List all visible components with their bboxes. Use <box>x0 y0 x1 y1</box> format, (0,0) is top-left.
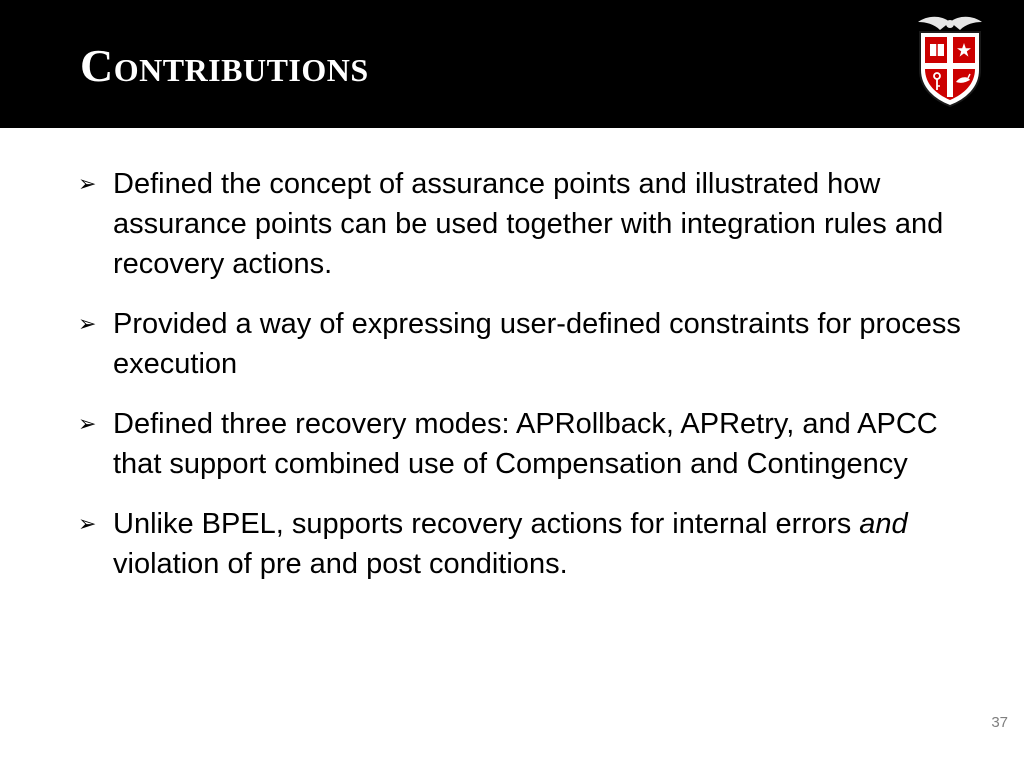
list-item <box>78 164 968 284</box>
bullet-text <box>113 508 908 580</box>
list-item <box>78 404 968 484</box>
bullet-text: Defined three recovery modes: APRollback, APRetry, and APCC that support combined use of Compensation and Contingency <box>113 408 938 480</box>
arrow-bullet-icon: ➢ <box>78 171 97 196</box>
list-item <box>78 504 968 584</box>
arrow-bullet-icon: ➢ <box>78 411 97 436</box>
title-bar <box>0 0 1024 128</box>
bullet-text-end: violation of pre and post conditions. <box>113 548 568 580</box>
bullet-text: Provided a way of expressing user-defined constraints for process execution <box>113 308 961 380</box>
university-shield-icon <box>910 12 990 108</box>
list-item <box>78 304 968 384</box>
emphasis-text: and <box>859 508 908 540</box>
bullet-list <box>78 164 968 604</box>
bullet-text: Defined the concept of assurance points and illustrated how assurance points can be used together with integration rules and recovery actions. <box>113 168 944 280</box>
arrow-bullet-icon: ➢ <box>78 311 97 336</box>
bullet-text-start: Unlike BPEL, supports recovery actions for internal errors <box>113 508 860 540</box>
page-number: 37 <box>991 714 1008 731</box>
slide-title: Contributions <box>80 40 369 91</box>
arrow-bullet-icon: ➢ <box>78 511 97 536</box>
